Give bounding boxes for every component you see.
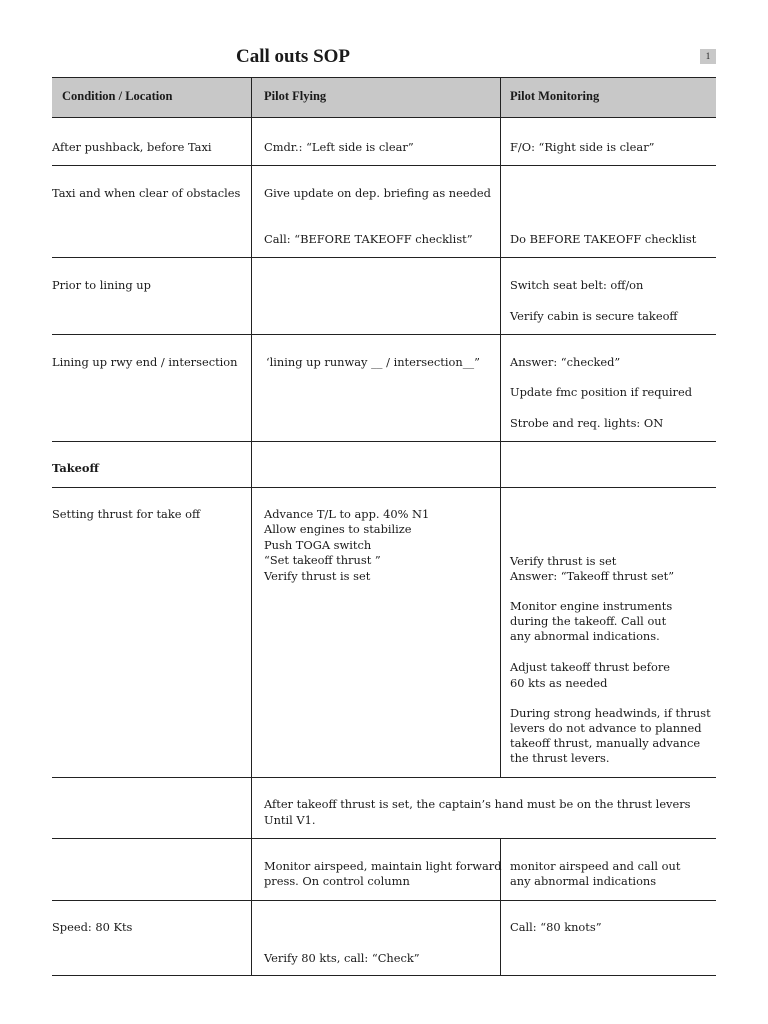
table-cell-pilot-flying: Push TOGA switch — [264, 538, 372, 552]
column-divider — [251, 77, 252, 975]
table-cell-pilot-monitoring: any abnormal indications. — [510, 629, 660, 643]
table-cell-pilot-flying: Allow engines to stabilize — [264, 522, 412, 536]
table-cell-pilot-flying: After takeoff thrust is set, the captain’s hand must be on the thrust levers — [264, 797, 691, 811]
table-cell-pilot-flying: Call: “BEFORE TAKEOFF checklist” — [264, 232, 473, 246]
table-cell-pilot-monitoring: Strobe and req. lights: ON — [510, 416, 664, 430]
table-cell-pilot-flying: press. On control column — [264, 874, 410, 888]
table-cell-pilot-monitoring: during the takeoff. Call out — [510, 614, 667, 628]
page-number: 1 — [700, 49, 716, 64]
table-cell-pilot-monitoring: levers do not advance to planned — [510, 721, 702, 735]
table-rule — [52, 975, 716, 976]
table-cell-condition: Taxi and when clear of obstacles — [52, 186, 241, 200]
table-cell-pilot-flying: Cmdr.: “Left side is clear” — [264, 140, 414, 154]
table-rule — [52, 900, 716, 901]
table-rule — [52, 777, 716, 778]
table-cell-pilot-monitoring: Call: “80 knots” — [510, 920, 602, 934]
table-cell-pilot-monitoring: Verify cabin is secure takeoff — [510, 309, 678, 323]
table-cell-pilot-monitoring: Switch seat belt: off/on — [510, 278, 644, 292]
table-cell-pilot-monitoring: takeoff thrust, manually advance — [510, 736, 701, 750]
table-cell-pilot-flying: Give update on dep. briefing as needed — [264, 186, 491, 200]
table-cell-pilot-monitoring: the thrust levers. — [510, 751, 610, 765]
table-rule — [52, 165, 716, 166]
table-cell-pilot-flying: Advance T/L to app. 40% N1 — [264, 507, 430, 521]
table-cell-pilot-monitoring: Answer: “checked” — [510, 355, 621, 369]
table-cell-pilot-flying: Until V1. — [264, 813, 316, 827]
table-cell-pilot-flying: Verify thrust is set — [264, 569, 371, 583]
table-rule — [52, 334, 716, 335]
table-cell-pilot-monitoring: Do BEFORE TAKEOFF checklist — [510, 232, 697, 246]
table-cell-condition: Lining up rwy end / intersection — [52, 355, 238, 369]
table-cell-pilot-monitoring: F/O: “Right side is clear” — [510, 140, 655, 154]
table-cell-condition: Speed: 80 Kts — [52, 920, 133, 934]
table-cell-pilot-flying: “Set takeoff thrust ” — [264, 553, 381, 567]
table-cell-pilot-monitoring: Adjust takeoff thrust before — [510, 660, 671, 674]
table-cell-condition: After pushback, before Taxi — [52, 140, 212, 154]
table-rule — [52, 838, 716, 839]
table-rule — [52, 77, 716, 78]
table-cell-pilot-flying: Monitor airspeed, maintain light forward — [264, 859, 502, 873]
table-cell-pilot-monitoring: any abnormal indications — [510, 874, 657, 888]
table-rule — [52, 257, 716, 258]
table-cell-pilot-monitoring: Update fmc position if required — [510, 385, 693, 399]
table-cell-pilot-flying: ‘lining up runway __ / intersection__” — [266, 355, 480, 369]
table-cell-pilot-flying: Verify 80 kts, call: “Check” — [264, 951, 420, 965]
section-heading-takeoff: Takeoff — [52, 461, 99, 475]
header-pilot-flying: Pilot Flying — [264, 89, 327, 103]
header-condition: Condition / Location — [62, 89, 173, 103]
table-cell-pilot-monitoring: During strong headwinds, if thrust — [510, 706, 711, 720]
table-cell-condition: Setting thrust for take off — [52, 507, 201, 521]
table-rule — [52, 117, 716, 118]
table-cell-condition: Prior to lining up — [52, 278, 151, 292]
column-divider — [500, 77, 501, 778]
table-cell-pilot-monitoring: Monitor engine instruments — [510, 599, 673, 613]
header-pilot-monitoring: Pilot Monitoring — [510, 89, 600, 103]
table-rule — [52, 487, 716, 488]
page-title: Call outs SOP — [236, 46, 351, 67]
table-cell-pilot-monitoring: Answer: “Takeoff thrust set” — [510, 569, 675, 583]
table-rule — [52, 441, 716, 442]
table-cell-pilot-monitoring: Verify thrust is set — [510, 554, 617, 568]
table-cell-pilot-monitoring: monitor airspeed and call out — [510, 859, 681, 873]
table-cell-pilot-monitoring: 60 kts as needed — [510, 676, 608, 690]
